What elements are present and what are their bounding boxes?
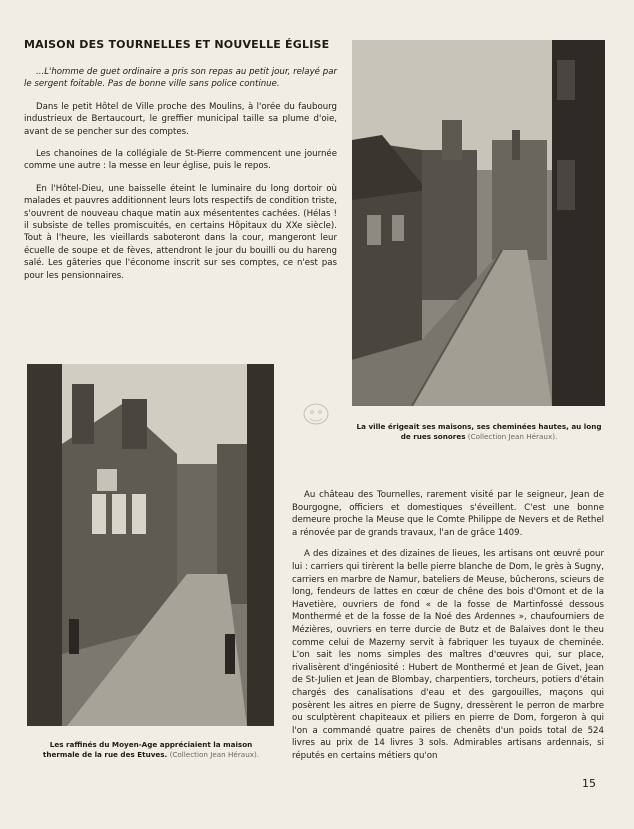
pencil-doodle-icon <box>298 398 338 428</box>
paragraph-chateau: Au château des Tournelles, rarement visité par le seigneur, Jean de Bourgogne, officiers et domestiques s'éveillent. C'est une bonne demeure proche la Meuse que le Comte Philippe de Nevers et de Rethel a rénovée par de grands travaux, l'an de grâce 1409. <box>292 490 604 538</box>
caption-bottom-credit: (Collection Jean Héraux). <box>169 750 260 759</box>
caption-top-credit: (Collection Jean Héraux). <box>467 432 558 441</box>
caption-bottom-text: Les raffinés du Moyen-Age appréciaient la maison thermale de la rue des Etuves. <box>42 740 253 759</box>
page-heading: MAISON DES TOURNELLES ET NOUVELLE ÉGLISE <box>24 38 330 51</box>
caption-top-text: La ville érigeait ses maisons, ses cheminées hautes, au long de rues sonores <box>356 422 602 441</box>
paragraph-guet: ...L'homme de guet ordinaire a pris son repas au petit jour, relayé par le sergent foitable. Pas de bonne ville sans police continue. <box>24 67 337 90</box>
caption-top-photo <box>356 422 602 442</box>
left-column-text <box>24 66 337 292</box>
photo-street-top <box>352 40 605 406</box>
photo-rue-des-etuves <box>27 364 274 726</box>
caption-bottom-photo <box>33 740 269 760</box>
paragraph-hotel-de-ville: Dans le petit Hôtel de Ville proche des Moulins, à l'orée du faubourg industrieux de Bertaucourt, le greffier municipal taille sa plume d'oie, avant de se pencher sur des comptes. <box>24 101 337 137</box>
paragraph-artisans: A des dizaines et des dizaines de lieues, les artisans ont œuvré pour lui : carriers qui tirèrent la belle pierre blanche de Dom, le grès à Sugny, carriers en marbre de Namur, bateliers de Meuse, bûcherons, scieurs de long, fendeurs de lattes en cœur de chêne des bois d'Omont et de la Havetière, ouvriers de fond « de la fosse de Martinfossé dessous Monthermé et de la fosse de la Noé des Ardennes », chaufourniers de Mézières, ouvriers en terre durcie de Butz et de Balaives dont le theu comme celui de Mazerny servit à fabriquer les tuyaux de cheminée. L'on sait les noms simples des maîtres d'œuvres qui, sur place, rivalisèrent d'ingéniosité : Hubert de Monthermé et Jean de Givet, Jean de St-Julien et Jean de Blombay, charpentiers, torcheurs, potiers d'étain chargés des canalisations d'eau et des gargouilles, maçons qui posèrent les aitres en pierre de Sugny, dressèrent le perron de marbre ou sculptèrent chapiteaux et piliers en pierre de Dom, forgeron à qui l'on a commandé quatre paires de chenêts d'un poids total de 524 livres au prix de 14 livres 3 sols. Admirables artisans ardennais, si réputés en certains métiers qu'on <box>292 549 604 761</box>
right-column-text <box>292 489 604 771</box>
page-number: 15 <box>582 777 596 790</box>
paragraph-hotel-dieu: En l'Hôtel-Dieu, une baisselle éteint le luminaire du long dortoir où malades et pauvres additionnent leurs lots respectifs de condition triste, s'ouvrent de nouveau chaque matin aux mésententes cachées. (Hélas ! il subsiste de telles promiscuités, en certains Hôpitaux du XXe siècle). Tout à l'heure, les vieillards saboteront dans la cour, mangeront leur écuelle de soupe et de fèves, attendront le jour du bouilli ou du hareng salé. Les gâteries que l'économe inscrit sur ses comptes, ce n'est pas pour les pensionnaires. <box>24 183 337 281</box>
paragraph-chanoines: Les chanoines de la collégiale de St-Pierre commencent une journée comme une autre : la messe en leur église, puis le repos. <box>24 149 337 172</box>
